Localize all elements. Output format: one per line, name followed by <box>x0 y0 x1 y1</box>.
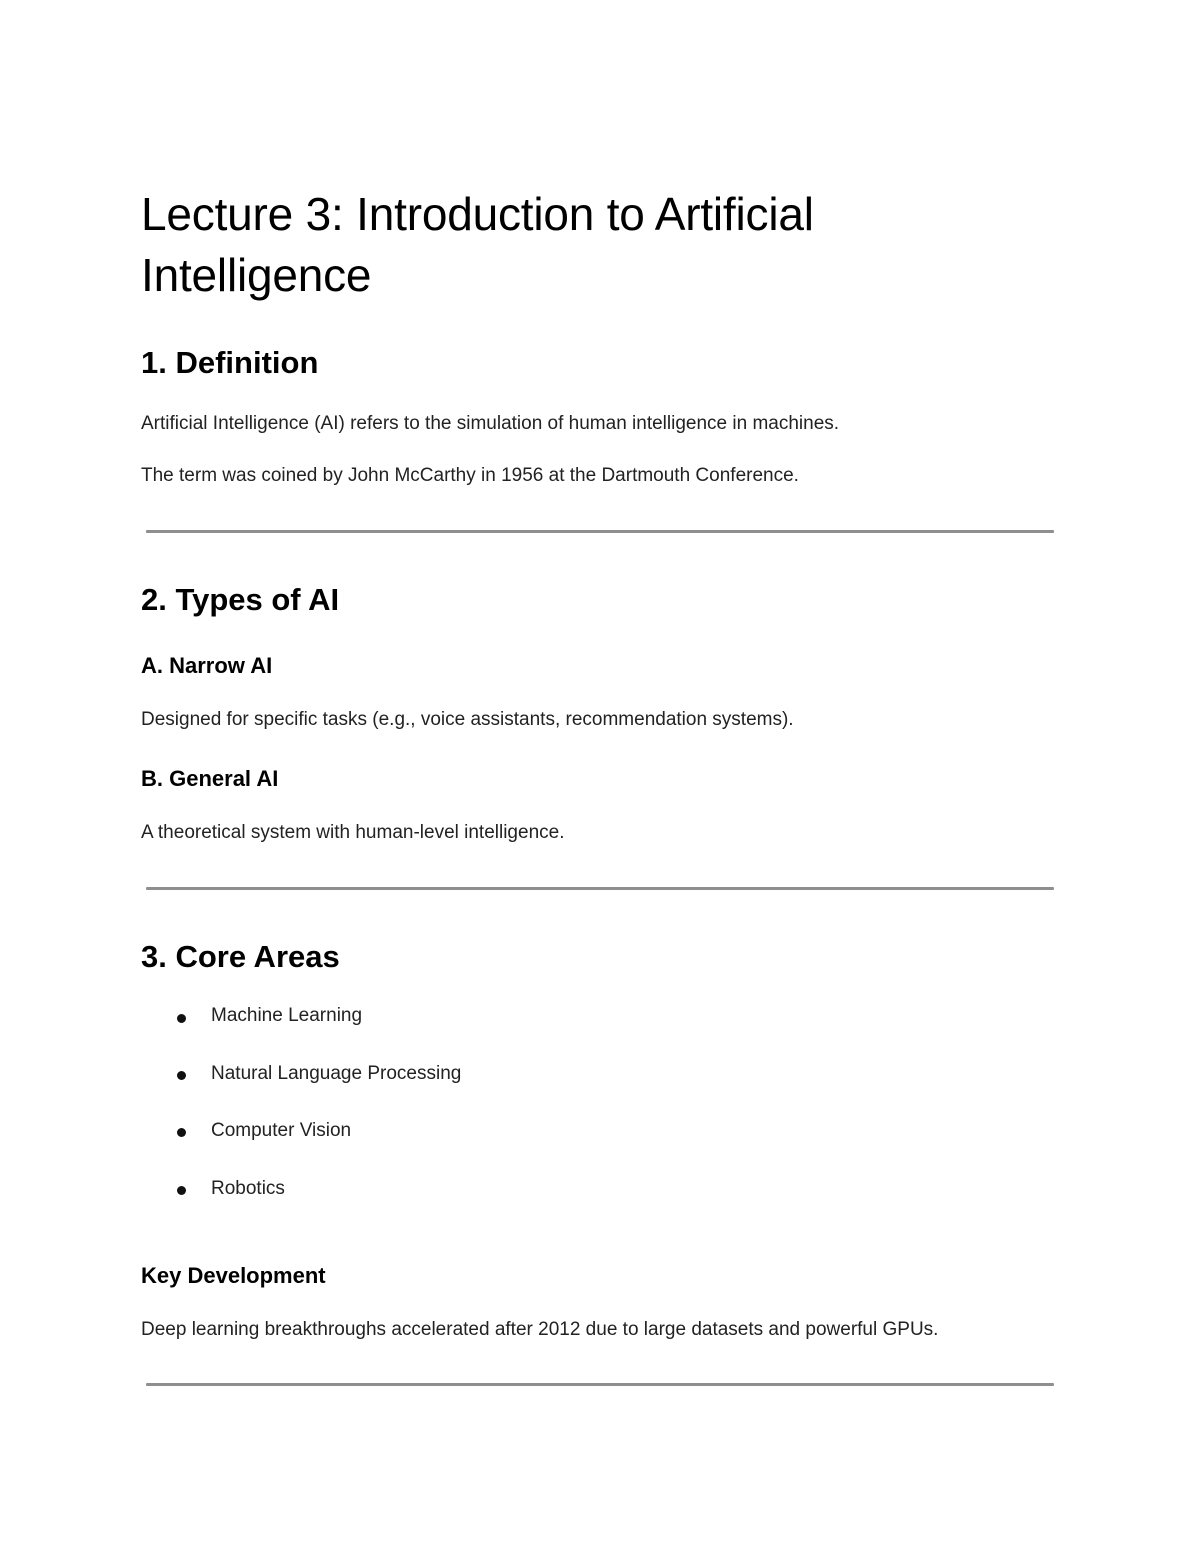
general-ai-description: A theoretical system with human-level intelligence. <box>141 822 565 843</box>
key-development-text: Deep learning breakthroughs accelerated after 2012 due to large datasets and powerful GPUs. <box>141 1319 939 1340</box>
horizontal-rule <box>146 1383 1054 1386</box>
section-heading-definition: 1. Definition <box>141 345 319 380</box>
definition-paragraph-2: The term was coined by John McCarthy in 1956 at the Dartmouth Conference. <box>141 465 799 486</box>
bullet-icon <box>177 1128 186 1137</box>
list-item: Machine Learning <box>211 1005 363 1026</box>
page-title-line-2: Intelligence <box>141 249 372 301</box>
list-item: Computer Vision <box>211 1120 352 1141</box>
bullet-icon <box>177 1014 186 1023</box>
horizontal-rule <box>146 887 1054 890</box>
bullet-icon <box>177 1186 186 1195</box>
subheading-key-development: Key Development <box>141 1263 326 1288</box>
definition-paragraph-1: Artificial Intelligence (AI) refers to the simulation of human intelligence in machines. <box>141 413 840 434</box>
bullet-icon <box>177 1071 186 1080</box>
list-item: Natural Language Processing <box>211 1063 462 1084</box>
narrow-ai-description: Designed for specific tasks (e.g., voice assistants, recommendation systems). <box>141 709 794 730</box>
section-heading-types: 2. Types of AI <box>141 582 340 617</box>
page-title-line-1: Lecture 3: Introduction to Artificial <box>141 188 814 240</box>
section-heading-core-areas: 3. Core Areas <box>141 939 340 974</box>
subheading-general-ai: B. General AI <box>141 766 279 791</box>
subheading-narrow-ai: A. Narrow AI <box>141 653 273 678</box>
list-item: Robotics <box>211 1178 285 1199</box>
horizontal-rule <box>146 530 1054 533</box>
